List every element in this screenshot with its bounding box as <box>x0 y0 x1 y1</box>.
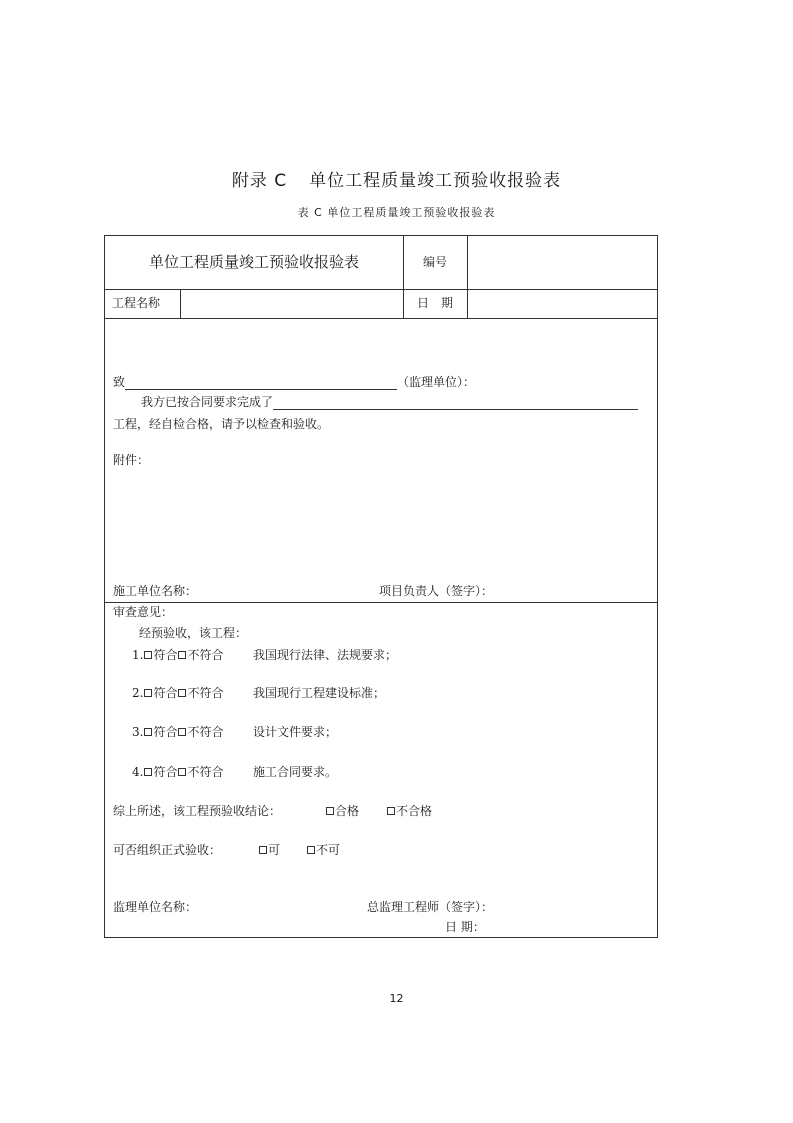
checkbox[interactable] <box>178 768 186 776</box>
formal-yes-label: 可 <box>268 843 281 857</box>
row-divider <box>105 602 657 603</box>
formal-no-label: 不可 <box>316 843 341 857</box>
attachments-label: 附件： <box>113 453 150 467</box>
checkbox[interactable] <box>178 728 186 736</box>
item-description: 施工合同要求。 <box>253 765 338 779</box>
date-field[interactable] <box>468 290 657 317</box>
number-field[interactable] <box>468 237 657 288</box>
review-intro: 经预验收，该工程： <box>139 626 248 640</box>
number-label: 编号 <box>422 255 447 269</box>
item-number: 1. <box>132 648 144 662</box>
item-description: 设计文件要求； <box>253 725 338 739</box>
date-label: 日 期 <box>416 296 453 310</box>
review-item <box>132 723 223 740</box>
item-number: 4. <box>132 765 144 779</box>
fail-option: 不符合 <box>187 765 224 779</box>
checkbox[interactable] <box>144 651 152 659</box>
project-name-label: 工程名称 <box>112 296 161 310</box>
item-number: 3. <box>132 725 144 739</box>
title-prefix: 附录 C <box>231 171 288 191</box>
checkbox[interactable] <box>307 846 315 854</box>
report-form-table <box>104 235 658 938</box>
checkbox[interactable] <box>178 651 186 659</box>
conclusion-pass-option <box>325 802 359 819</box>
page-number: 12 <box>389 992 404 1005</box>
chief-engineer-signature-label: 总监理工程师（签字）： <box>367 900 494 914</box>
pass-option: 符合 <box>153 648 178 662</box>
checkbox[interactable] <box>144 768 152 776</box>
item-description: 我国现行工程建设标准； <box>253 686 386 700</box>
addressee-suffix: （监理单位）： <box>397 375 476 389</box>
table-caption: 表 C 单位工程质量竣工预验收报验表 <box>297 206 496 219</box>
fail-option: 不符合 <box>187 648 224 662</box>
checkbox[interactable] <box>259 846 267 854</box>
conclusion-pass-label: 合格 <box>335 804 360 818</box>
checkbox[interactable] <box>144 689 152 697</box>
addressee-line <box>113 373 475 390</box>
checkbox[interactable] <box>144 728 152 736</box>
checkbox[interactable] <box>387 807 395 815</box>
pass-option: 符合 <box>153 725 178 739</box>
review-date-label: 日 期： <box>445 920 485 934</box>
supervisor-unit-blank[interactable] <box>125 375 397 390</box>
item-number: 2. <box>132 686 144 700</box>
addressee-prefix: 致 <box>113 375 126 389</box>
pass-option: 符合 <box>153 765 178 779</box>
row-divider <box>105 318 657 319</box>
checkbox[interactable] <box>178 689 186 697</box>
page-title <box>0 166 793 191</box>
review-item <box>132 684 223 701</box>
formal-no-option <box>306 841 340 858</box>
project-name-field[interactable] <box>181 290 402 317</box>
project-blank[interactable] <box>273 395 638 410</box>
pass-option: 符合 <box>153 686 178 700</box>
review-opinion-label: 审查意见： <box>113 605 174 619</box>
pm-signature-label: 项目负责人（签字）： <box>379 584 494 598</box>
fail-option: 不符合 <box>187 686 224 700</box>
item-description: 我国现行法律、法规要求； <box>253 648 398 662</box>
completed-line <box>141 393 638 410</box>
review-item <box>132 646 223 663</box>
title-main: 单位工程质量竣工预验收报验表 <box>309 171 562 191</box>
formal-yes-option <box>258 841 280 858</box>
conclusion-fail-label: 不合格 <box>396 804 433 818</box>
form-header-title: 单位工程质量竣工预验收报验表 <box>148 253 359 271</box>
self-check-text: 工程，经自检合格，请予以检查和验收。 <box>113 417 330 431</box>
fail-option: 不符合 <box>187 725 224 739</box>
formal-acceptance-label: 可否组织正式验收： <box>113 843 222 857</box>
conclusion-fail-option <box>386 802 432 819</box>
conclusion-label: 综上所述，该工程预验收结论： <box>113 804 282 818</box>
contractor-name-label: 施工单位名称： <box>113 584 198 598</box>
review-item <box>132 763 223 780</box>
supervisor-name-label: 监理单位名称： <box>113 900 198 914</box>
completed-text: 我方已按合同要求完成了 <box>141 395 274 409</box>
checkbox[interactable] <box>326 807 334 815</box>
